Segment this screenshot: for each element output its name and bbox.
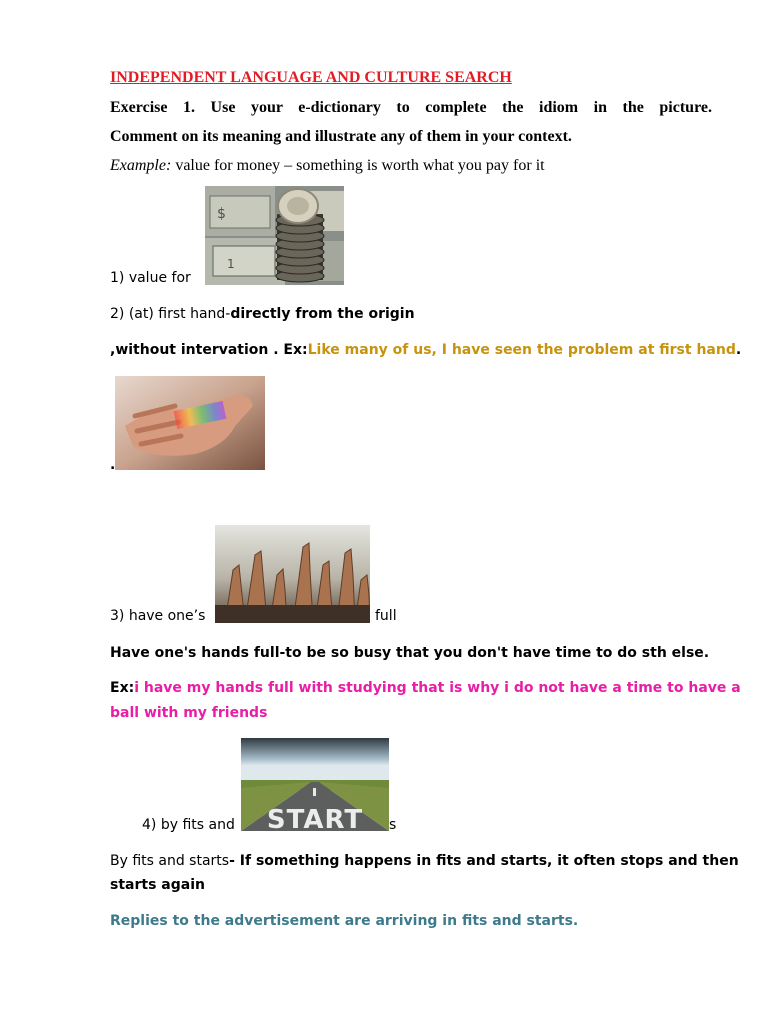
item3-ex-label: Ex:	[110, 680, 135, 696]
item4-suffix: s	[389, 817, 397, 833]
page-title: INDEPENDENT LANGUAGE AND CULTURE SEARCH	[110, 69, 512, 86]
item3-definition: Have one's hands full-to be so busy that you don't have time to do sth else.	[110, 645, 710, 661]
item4-def-text: - If something happens in fits and starts, it often stops and then	[229, 853, 739, 869]
item3-suffix: full	[375, 608, 397, 624]
item4-prefix: 4) by fits and	[142, 817, 235, 833]
item2-definition-cont: ,without intervation . Ex:	[110, 342, 308, 358]
example-label: Example:	[110, 157, 172, 174]
start-road-word: START	[266, 805, 364, 831]
start-road-image	[241, 738, 389, 831]
item3-example-text: i have my hands full with studying that is why i do not have a time to have a	[134, 680, 741, 696]
item4-definition-line2: starts again	[110, 877, 205, 893]
item4-def-term: By fits and starts	[110, 853, 230, 869]
item4-example: Replies to the advertisement are arriving in fits and starts.	[110, 913, 579, 929]
item3-prefix: 3) have one’s	[110, 608, 206, 624]
item2-period: .	[735, 342, 742, 358]
item2-line2	[110, 342, 741, 358]
item2-number: 2) (at) first hand-	[110, 306, 231, 322]
item1-text: 1) value for	[110, 270, 191, 286]
exercise-instruction-line2: Comment on its meaning and illustrate any of them in your context.	[110, 128, 572, 145]
stray-period: .	[110, 457, 116, 473]
item4-definition-line1	[110, 853, 739, 869]
item3-example-line2: ball with my friends	[110, 705, 268, 721]
item2-definition: directly from the origin	[230, 306, 415, 322]
hand-rainbow-image	[115, 376, 265, 470]
svg-text:$: $	[217, 206, 226, 222]
item3-example-line1	[110, 680, 741, 696]
exercise-instruction-line1: Exercise 1. Use your e-dictionary to complete the idiom in the picture.	[110, 99, 712, 116]
item2-line1	[110, 306, 415, 322]
example-line	[110, 157, 545, 175]
example-text: value for money – something is worth what you pay for it	[171, 157, 545, 174]
svg-text:1: 1	[227, 257, 235, 271]
raised-hands-image	[215, 525, 370, 623]
item2-example: Like many of us, I have seen the problem at first hand	[307, 342, 736, 358]
money-coins-image	[205, 186, 344, 285]
